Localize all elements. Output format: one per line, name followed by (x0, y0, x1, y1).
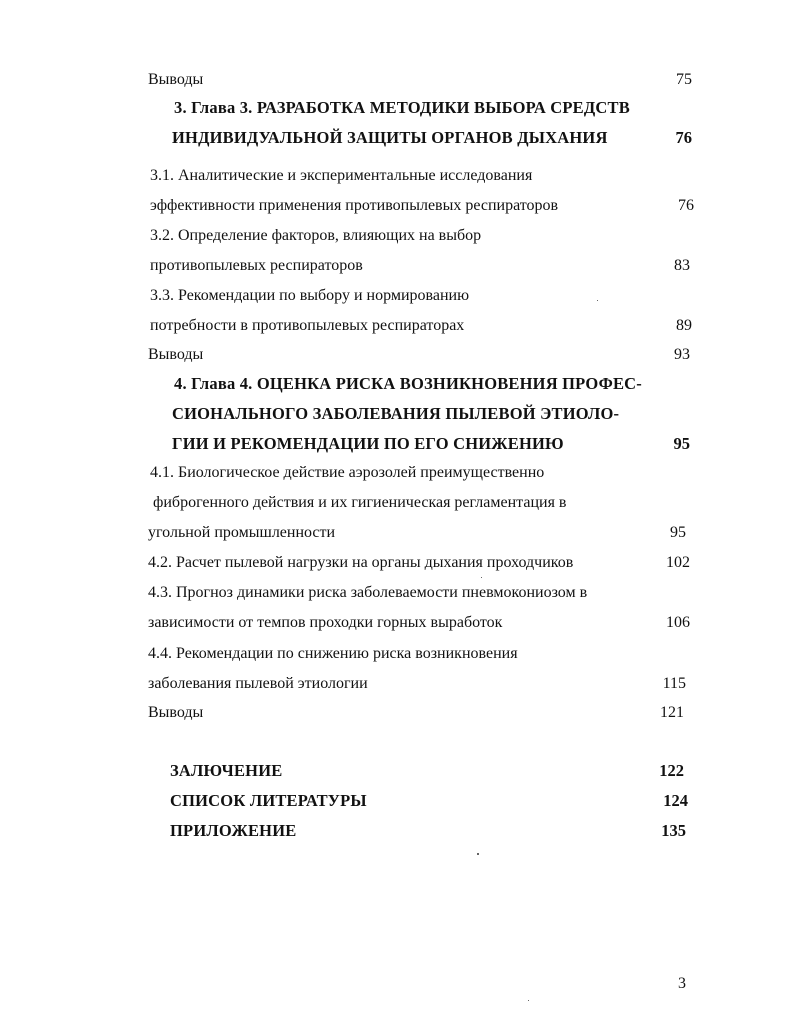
toc-section-4-4-line1: 4.4. Рекомендации по снижению риска возникновения (148, 645, 518, 662)
toc-appendix-page: 135 (661, 821, 686, 840)
toc-conclusions-2-page: 93 (674, 346, 690, 363)
toc-section-3-3-page: 89 (676, 317, 692, 334)
scan-speck (528, 1000, 529, 1001)
scan-speck (481, 577, 482, 578)
toc-conclusions-1-label: Выводы (148, 71, 204, 88)
toc-section-4-3-line2: зависимости от темпов проходки горных выработок (148, 614, 503, 631)
toc-chapter3-title-line1: 3. Глава 3. РАЗРАБОТКА МЕТОДИКИ ВЫБОРА СРЕДСТВ (174, 98, 630, 117)
toc-section-4-2-line1: 4.2. Расчет пылевой нагрузки на органы дыхания проходчиков (148, 554, 574, 571)
toc-section-4-1-page: 95 (670, 524, 686, 541)
toc-chapter3-page: 76 (675, 128, 692, 147)
toc-section-4-2-page: 102 (666, 554, 690, 571)
toc-section-4-4-line2: заболевания пылевой этиологии (148, 675, 368, 692)
toc-section-4-4-page: 115 (662, 675, 686, 692)
toc-chapter4-title-line2: СИОНАЛЬНОГО ЗАБОЛЕВАНИЯ ПЫЛЕВОЙ ЭТИОЛО- (172, 404, 620, 423)
toc-conclusion-page: 122 (659, 761, 684, 780)
toc-conclusion-label: ЗАЛЮЧЕНИЕ (170, 761, 283, 780)
toc-conclusions-3-page: 121 (660, 704, 684, 721)
toc-conclusions-1-page: 75 (676, 71, 692, 88)
scan-speck (477, 853, 479, 855)
toc-section-3-2-page: 83 (674, 257, 690, 274)
toc-section-3-2-line1: 3.2. Определение факторов, влияющих на выбор (150, 227, 482, 244)
toc-section-3-1-line2: эффективности применения противопылевых респираторов (150, 197, 559, 214)
toc-section-3-3-line2: потребности в противопылевых респираторах (150, 317, 465, 334)
toc-appendix-label: ПРИЛОЖЕНИЕ (170, 821, 297, 840)
toc-section-3-2-line2: противопылевых респираторов (150, 257, 363, 274)
toc-chapter4-title-line1: 4. Глава 4. ОЦЕНКА РИСКА ВОЗНИКНОВЕНИЯ ПРОФЕС- (174, 374, 642, 393)
toc-references-page: 124 (663, 791, 688, 810)
toc-conclusions-2-label: Выводы (148, 346, 204, 363)
toc-section-4-3-line1: 4.3. Прогноз динамики риска заболеваемости пневмокониозом в (148, 584, 588, 601)
toc-section-3-3-line1: 3.3. Рекомендации по выбору и нормированию (150, 287, 470, 304)
toc-section-3-1-page: 76 (678, 197, 694, 214)
toc-section-4-3-page: 106 (666, 614, 690, 631)
toc-section-4-1-line1: 4.1. Биологическое действие аэрозолей преимущественно (150, 464, 545, 481)
toc-references-label: СПИСОК ЛИТЕРАТУРЫ (170, 791, 367, 810)
toc-section-3-1-line1: 3.1. Аналитические и экспериментальные исследования (150, 167, 533, 184)
toc-chapter4-title-line3: ГИИ И РЕКОМЕНДАЦИИ ПО ЕГО СНИЖЕНИЮ (172, 434, 564, 453)
toc-chapter4-page: 95 (673, 434, 690, 453)
toc-chapter3-title-line2: ИНДИВИДУАЛЬНОЙ ЗАЩИТЫ ОРГАНОВ ДЫХАНИЯ (172, 128, 608, 147)
toc-section-4-1-line3: угольной промышленности (148, 524, 336, 541)
toc-conclusions-3-label: Выводы (148, 704, 204, 721)
page-number: 3 (678, 975, 686, 992)
scan-speck (597, 300, 598, 301)
toc-section-4-1-line2: фиброгенного действия и их гигиеническая регламентация в (153, 494, 567, 511)
